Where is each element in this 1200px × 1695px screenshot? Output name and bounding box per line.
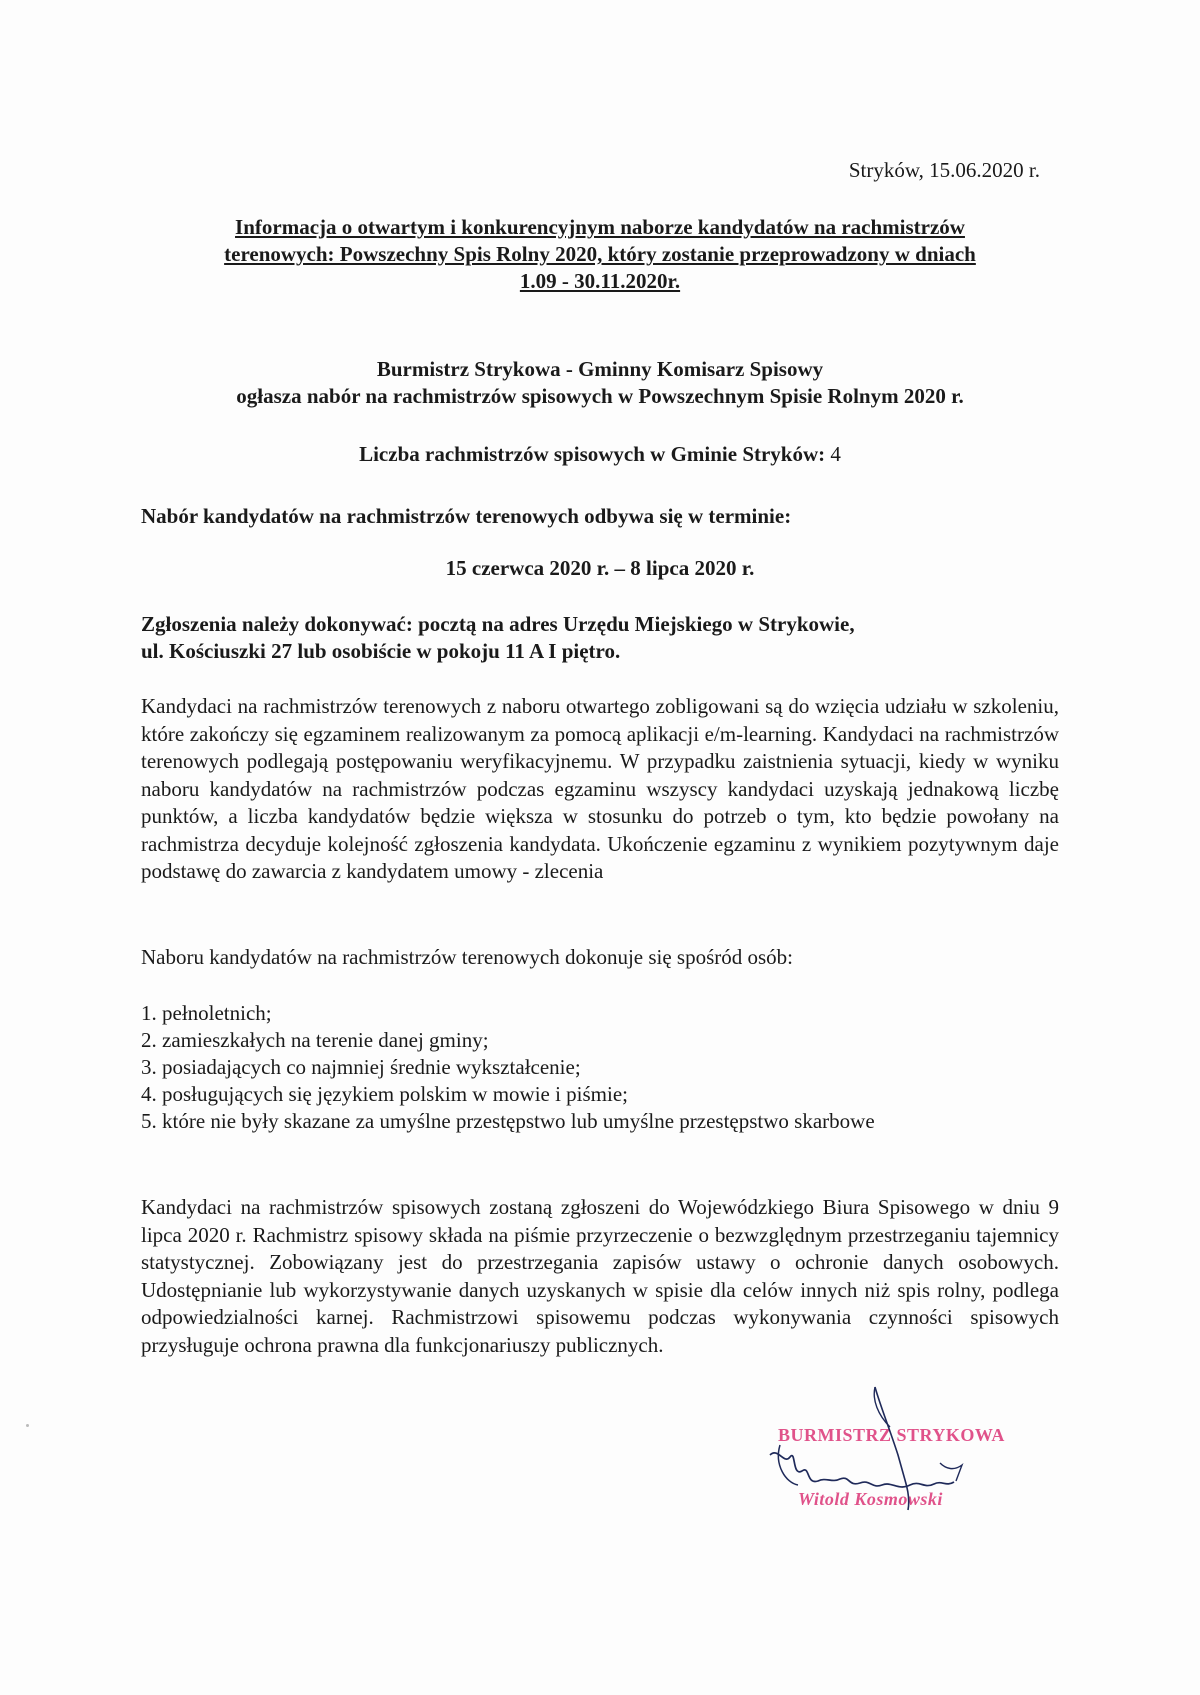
paragraph-obligations: Kandydaci na rachmistrzów spisowych zostaną zgłoszeni do Wojewódzkiego Biura Spisowego w dniu 9 lipca 2020 r. Rachmistrz spisowy składa na piśmie przyrzeczenie o bezwzględnym przestrzeganiu tajemnicy statystycznej. Zobowiązany jest do przestrzegania zapisów ustawy o ochronie danych osobowych. Udostępnianie lub wykorzystywanie danych uzyskanych w spisie dla celów innych niż spis rolny, podlega odpowiedzialności karnej. Rachmistrzowi spisowemu podczas wykonywania czynności spisowych przysługuje ochrona prawna dla funkcjonariuszy publicznych. xyxy=(141,1195,1059,1357)
list-item: 5. które nie były skazane za umyślne przestępstwo lub umyślne przestępstwo skarbowe xyxy=(141,1109,875,1133)
submissions-info xyxy=(141,611,1061,665)
list-item: 3. posiadających co najmniej średnie wykształcenie; xyxy=(141,1055,581,1079)
list-item: 2. zamieszkałych na terenie danej gminy; xyxy=(141,1028,489,1052)
stamp-name: Witold Kosmowski xyxy=(798,1489,943,1509)
announcement-heading xyxy=(140,356,1060,410)
requirements-list xyxy=(141,1000,1059,1135)
document-title xyxy=(150,214,1050,295)
announcement-line-1: Burmistrz Strykowa - Gminny Komisarz Spisowy xyxy=(376,357,824,381)
submissions-line-2: ul. Kościuszki 27 lub osobiście w pokoju 11 A I piętro. xyxy=(141,639,621,663)
title-line-1: Informacja o otwartym i konkurencyjnym naborze kandydatów na rachmistrzów xyxy=(235,215,965,239)
submissions-line-1: Zgłoszenia należy dokonywać: pocztą na adres Urzędu Miejskiego w Strykowie, xyxy=(141,612,855,636)
stamp-title: BURMISTRZ STRYKOWA xyxy=(778,1425,1005,1445)
title-line-3: 1.09 - 30.11.2020r. xyxy=(519,269,681,293)
list-item: 1. pełnoletnich; xyxy=(141,1001,272,1025)
recruitment-period-label: Nabór kandydatów na rachmistrzów terenowych odbywa się w terminie: xyxy=(141,504,792,528)
enumerator-count-value: 4 xyxy=(830,442,841,466)
paragraph-eligibility-intro: Naboru kandydatów na rachmistrzów terenowych dokonuje się spośród osób: xyxy=(141,945,794,969)
paragraph-training: Kandydaci na rachmistrzów terenowych z naboru otwartego zobligowani są do wzięcia udziału w szkoleniu, które zakończy się egzaminem realizowanym za pomocą aplikacji e/m-learning. Kandydaci na rachmistrzów terenowych podlegają postępowaniu weryfikacyjnemu. W przypadku zaistnienia sytuacji, kiedy w wyniku naboru kandydatów na rachmistrzów podczas egzaminu wszyscy kandydaci uzyskają jednakową liczbę punktów, a liczba kandydatów będzie większa w stosunku do potrzeb o tym, kto będzie powołany na rachmistrza decyduje kolejność zgłoszenia kandydata. Ukończenie egzaminu z wynikiem pozytywnym daje podstawę do zawarcia z kandydatem umowy - zlecenia xyxy=(141,694,1059,883)
announcement-line-2: ogłasza nabór na rachmistrzów spisowych w Powszechnym Spisie Rolnym 2020 r. xyxy=(236,384,964,408)
scan-artifact xyxy=(26,1424,29,1427)
enumerator-count-label: Liczba rachmistrzów spisowych w Gminie Stryków: xyxy=(359,442,826,466)
enumerator-count xyxy=(140,441,1060,468)
recruitment-dates: 15 czerwca 2020 r. – 8 lipca 2020 r. xyxy=(445,556,755,580)
place-date: Stryków, 15.06.2020 r. xyxy=(848,158,1040,182)
title-line-2: terenowych: Powszechny Spis Rolny 2020, który zostanie przeprowadzony w dniach xyxy=(224,242,976,266)
handwritten-signature xyxy=(740,1385,1040,1525)
mayor-stamp xyxy=(740,1385,1040,1525)
list-item: 4. posługujących się językiem polskim w mowie i piśmie; xyxy=(141,1082,629,1106)
